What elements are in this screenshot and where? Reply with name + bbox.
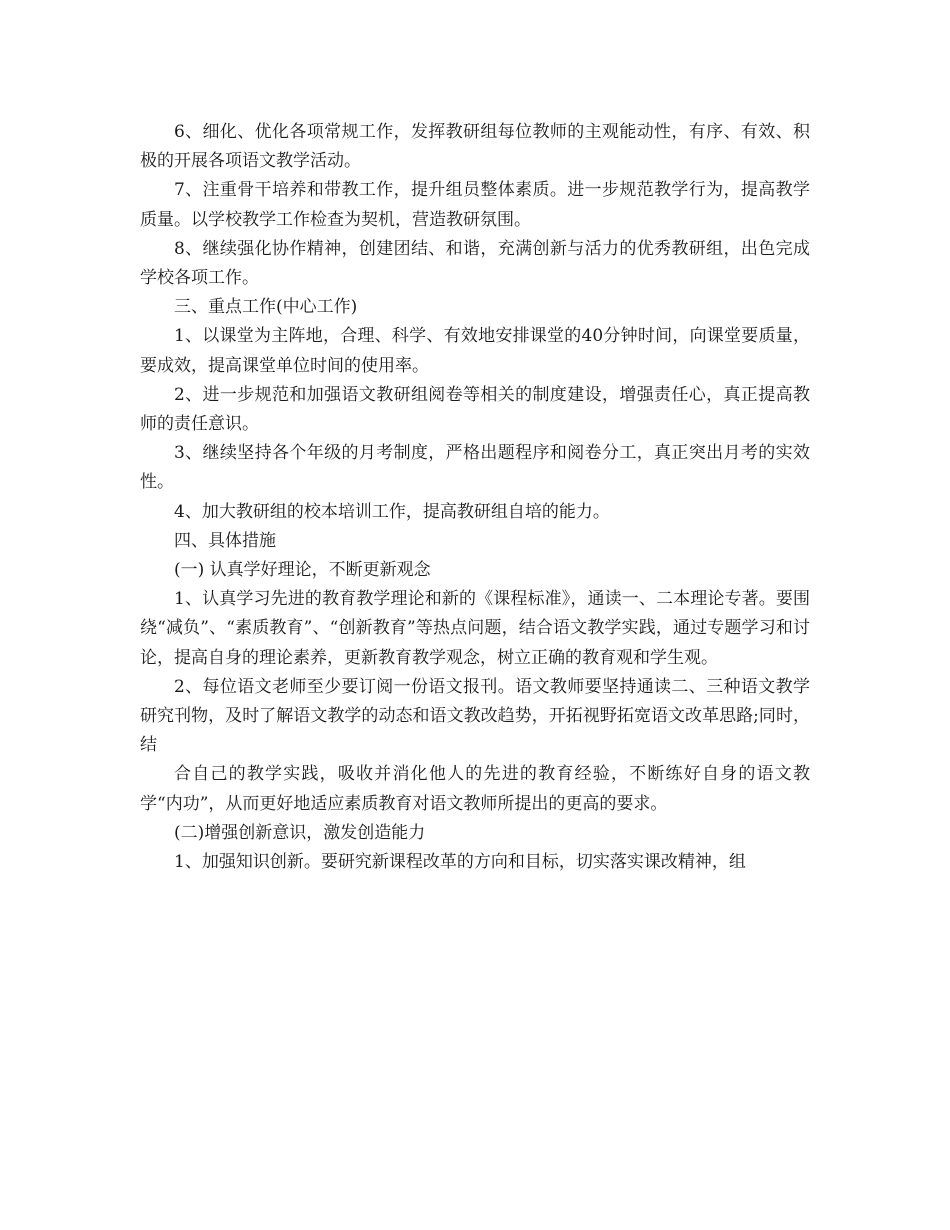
key-work-item-4: 4、加大教研组的校本培训工作，提高教研组自培的能力。 [174, 501, 610, 522]
section-heading-measures: 四、具体措施 [174, 530, 276, 551]
document-page [140, 118, 810, 877]
paragraph-item-6: 6、细化、优化各项常规工作，发挥教研组每位教师的主观能动性，有序、有效、积极的开展各项语文教学活动。 [140, 122, 810, 172]
subsection-heading-theory: (一) 认真学好理论，不断更新观念 [174, 560, 431, 581]
subsection-heading-innovation: (二)增强创新意识，激发创造能力 [174, 822, 426, 843]
key-work-item-3: 3、继续坚持各个年级的月考制度，严格出题程序和阅卷分工，真正突出月考的实效性。 [140, 443, 810, 493]
theory-item-1: 1、认真学习先进的教育教学理论和新的《课程标准》，通读一、二本理论专著。要围绕“减负”、“素质教育”、“创新教育”等热点问题，结合语文教学实践，通过专题学习和讨论，提高自身的理论素养，更新教育教学观念，树立正确的教育观和学生观。 [140, 589, 810, 668]
key-work-item-1: 1、以课堂为主阵地，合理、科学、有效地安排课堂的40分钟时间，向课堂要质量，要成效，提高课堂单位时间的使用率。 [140, 326, 810, 376]
section-heading-key-work: 三、重点工作(中心工作) [174, 297, 358, 318]
theory-item-2: 2、每位语文老师至少要订阅一份语文报刊。语文教师要坚持通读二、三种语文教学研究刊物，及时了解语文教学的动态和语文教改趋势，开拓视野拓宽语文改革思路;同时，结 [140, 676, 810, 756]
key-work-item-2: 2、进一步规范和加强语文教研组阅卷等相关的制度建设，增强责任心，真正提高教师的责任意识。 [140, 384, 810, 435]
paragraph-item-7: 7、注重骨干培养和带教工作，提升组员整体素质。进一步规范教学行为，提高教学质量。以学校教学工作检查为契机，营造教研氛围。 [140, 180, 810, 230]
paragraph-item-8: 8、继续强化协作精神，创建团结、和谐，充满创新与活力的优秀教研组，出色完成学校各项工作。 [140, 238, 810, 289]
theory-item-2-continued: 合自己的教学实践，吸收并消化他人的先进的教育经验，不断练好自身的语文教学“内功”，从而更好地适应素质教育对语文教师所提出的更高的要求。 [140, 764, 810, 814]
innovation-item-1: 1、加强知识创新。要研究新课程改革的方向和目标，切实落实课改精神，组 [174, 852, 746, 873]
